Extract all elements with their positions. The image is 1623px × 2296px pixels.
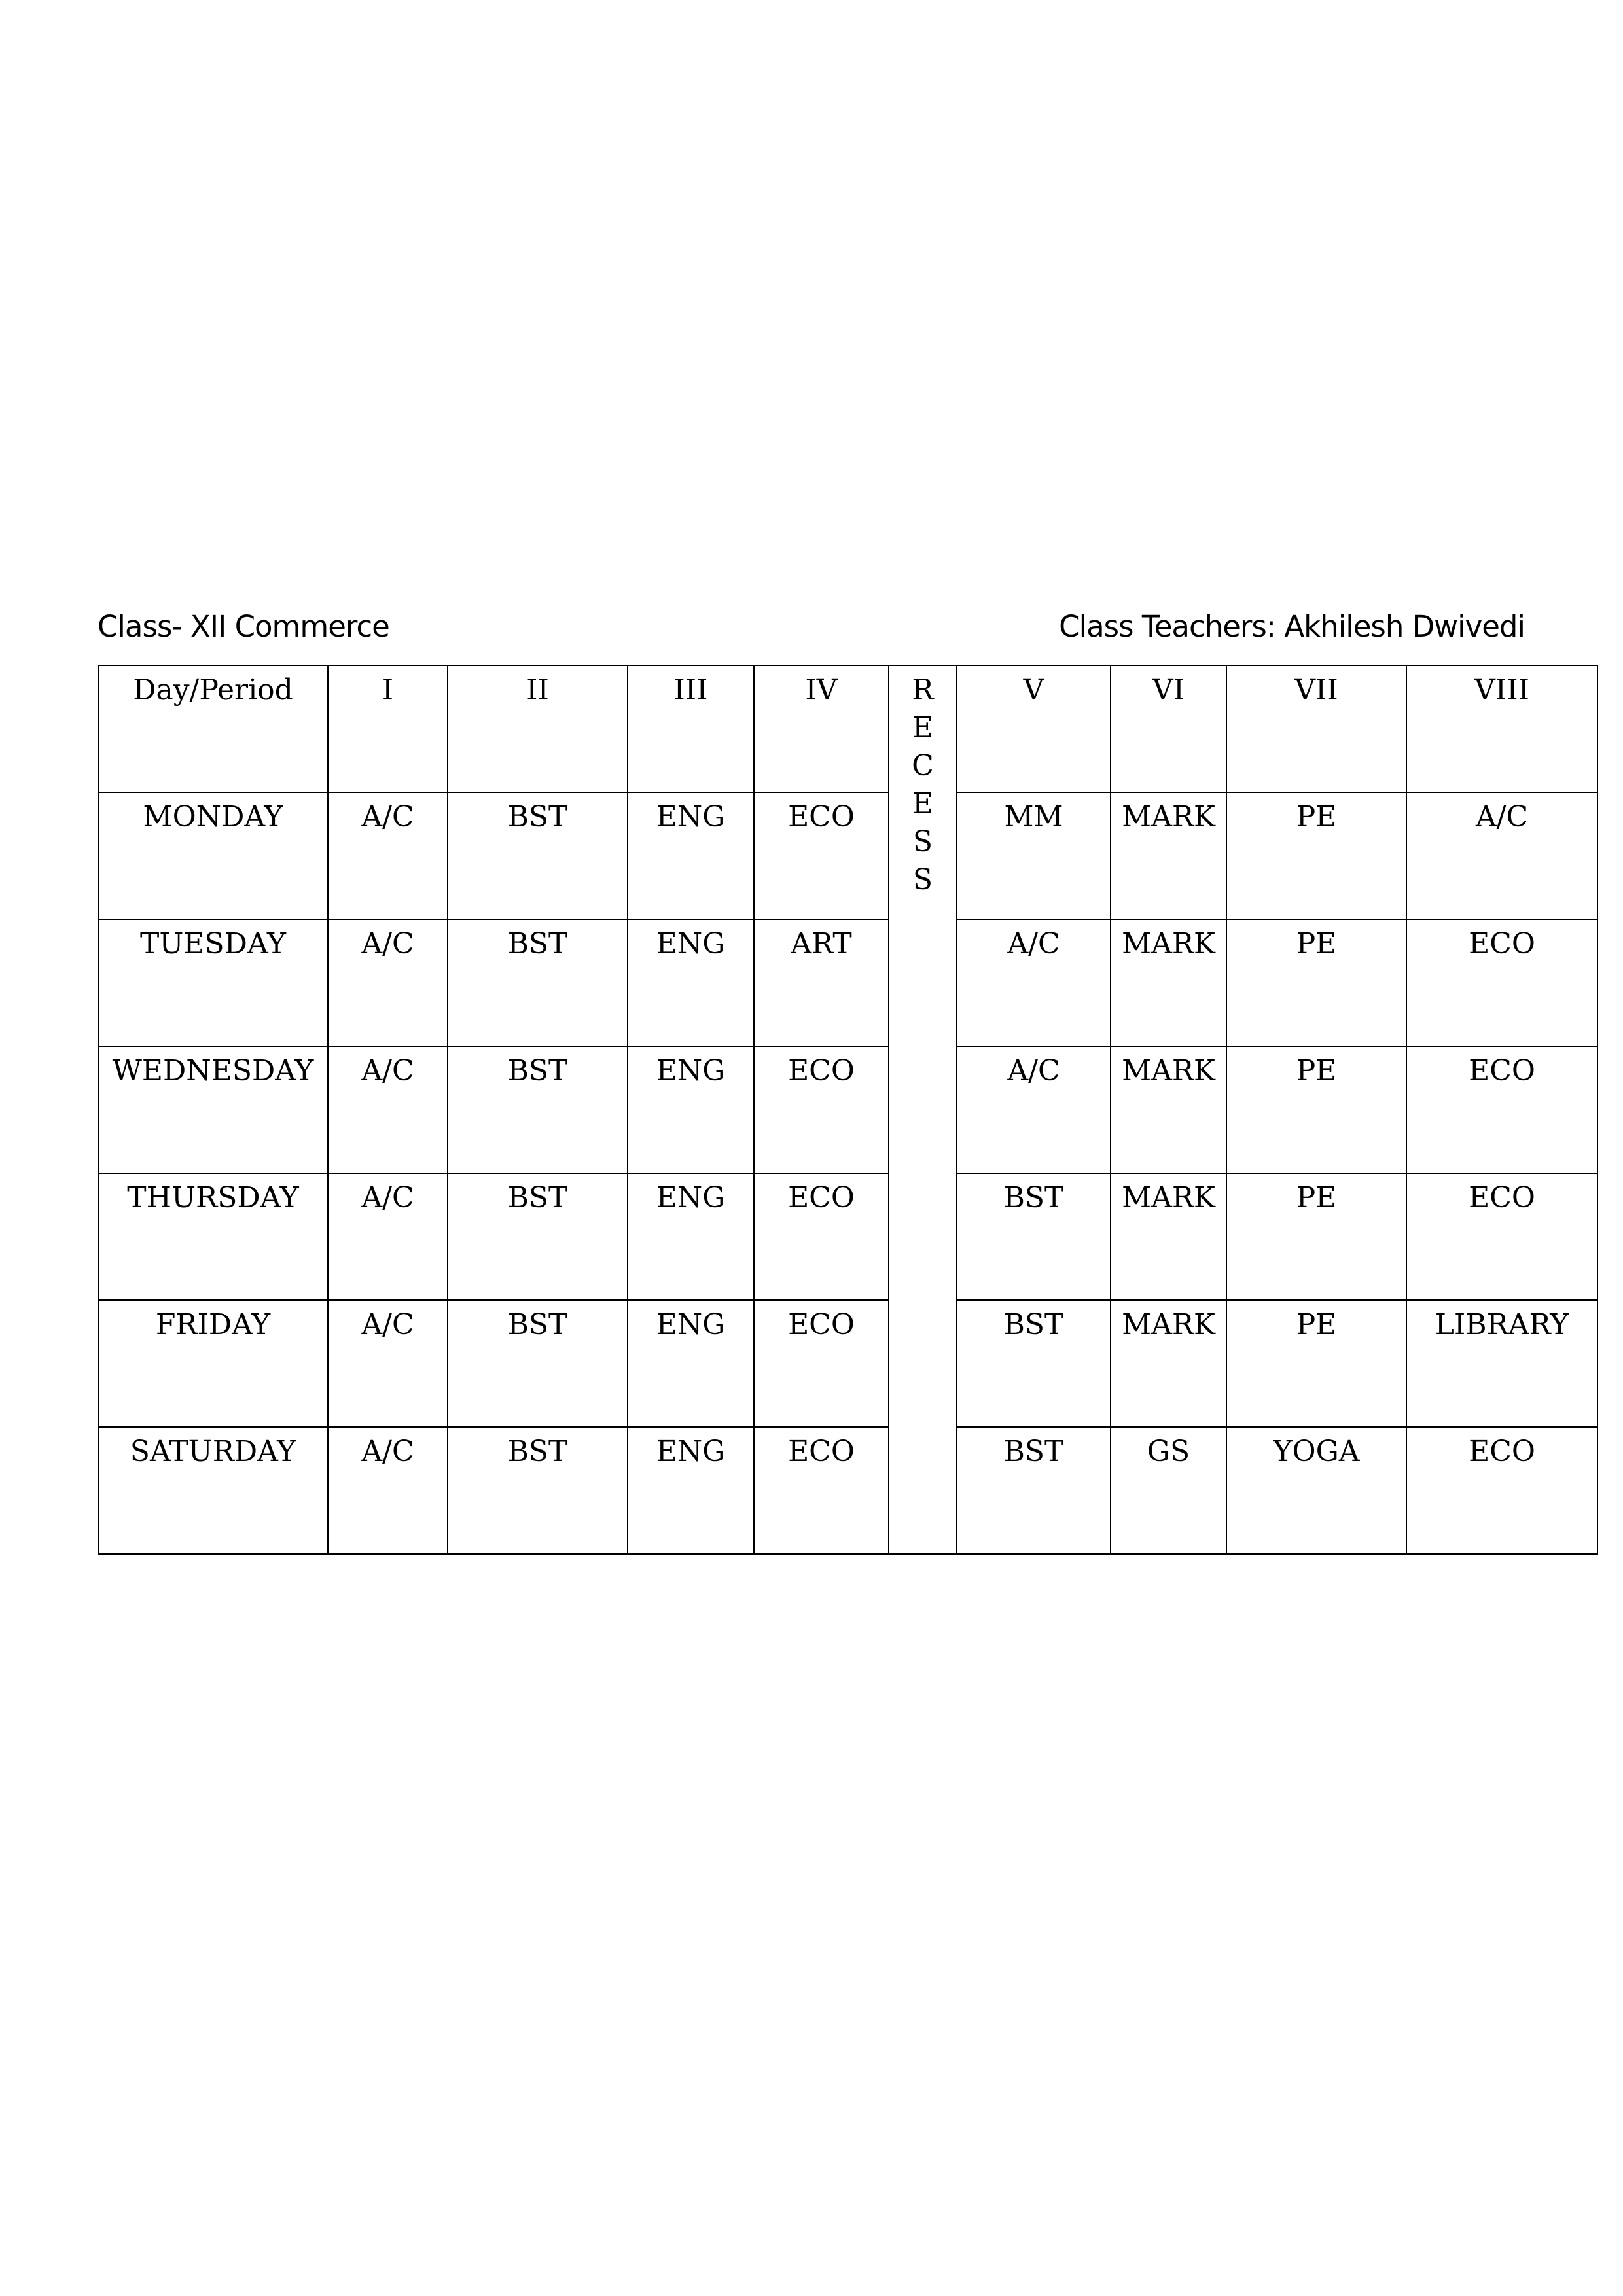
period-cell: MARK <box>1111 1046 1226 1173</box>
period-cell: A/C <box>328 1427 448 1554</box>
period-cell: LIBRARY <box>1406 1300 1597 1427</box>
column-header-period-4: IV <box>754 665 889 792</box>
period-cell: ECO <box>754 792 889 919</box>
period-cell: ECO <box>754 1046 889 1173</box>
period-cell: BST <box>448 1046 628 1173</box>
recess-letter: E <box>912 787 934 821</box>
recess-letter: C <box>912 749 934 783</box>
period-cell: ENG <box>628 919 754 1046</box>
column-header-period-1: I <box>328 665 448 792</box>
period-cell: PE <box>1226 1300 1406 1427</box>
table-row <box>98 1427 1597 1554</box>
period-cell: MARK <box>1111 1173 1226 1300</box>
period-cell: MARK <box>1111 792 1226 919</box>
class-teachers: Class Teachers: Akhilesh Dwivedi <box>1059 609 1525 644</box>
header-row <box>98 665 1597 792</box>
period-cell: BST <box>448 1427 628 1554</box>
recess-letter: S <box>912 863 933 896</box>
period-cell: MARK <box>1111 1300 1226 1427</box>
period-cell: ENG <box>628 1427 754 1554</box>
table-row <box>98 792 1597 919</box>
recess-letter: R <box>912 673 934 707</box>
period-cell: YOGA <box>1226 1427 1406 1554</box>
period-cell: A/C <box>957 1046 1111 1173</box>
table-row <box>98 1300 1597 1427</box>
period-cell: ECO <box>1406 1173 1597 1300</box>
day-cell: SATURDAY <box>98 1427 328 1554</box>
day-cell: MONDAY <box>98 792 328 919</box>
period-cell: A/C <box>328 1300 448 1427</box>
column-header-period-3: III <box>628 665 754 792</box>
period-cell: ENG <box>628 1173 754 1300</box>
day-cell: WEDNESDAY <box>98 1046 328 1173</box>
column-header-period-5: V <box>957 665 1111 792</box>
period-cell: ECO <box>1406 1046 1597 1173</box>
period-cell: GS <box>1111 1427 1226 1554</box>
period-cell: ECO <box>1406 1427 1597 1554</box>
period-cell: A/C <box>328 1173 448 1300</box>
period-cell: ART <box>754 919 889 1046</box>
day-cell: FRIDAY <box>98 1300 328 1427</box>
timetable <box>98 665 1598 1555</box>
period-cell: A/C <box>957 919 1111 1046</box>
period-cell: A/C <box>328 792 448 919</box>
period-cell: BST <box>448 1300 628 1427</box>
period-cell: ENG <box>628 1300 754 1427</box>
period-cell: PE <box>1226 1046 1406 1173</box>
period-cell: BST <box>448 1173 628 1300</box>
period-cell: ENG <box>628 1046 754 1173</box>
column-header-period-8: VIII <box>1406 665 1597 792</box>
day-cell: THURSDAY <box>98 1173 328 1300</box>
period-cell: ECO <box>754 1427 889 1554</box>
table-row <box>98 919 1597 1046</box>
period-cell: PE <box>1226 1173 1406 1300</box>
period-cell: A/C <box>1406 792 1597 919</box>
period-cell: BST <box>957 1173 1111 1300</box>
recess-letter: E <box>912 711 934 745</box>
class-title: Class- XII Commerce <box>98 609 389 644</box>
period-cell: PE <box>1226 792 1406 919</box>
period-cell: ENG <box>628 792 754 919</box>
column-header-day-period: Day/Period <box>98 665 328 792</box>
period-cell: BST <box>448 919 628 1046</box>
day-cell: TUESDAY <box>98 919 328 1046</box>
column-header-period-7: VII <box>1226 665 1406 792</box>
period-cell: MM <box>957 792 1111 919</box>
table-row <box>98 1173 1597 1300</box>
period-cell: ECO <box>754 1300 889 1427</box>
period-cell: BST <box>448 792 628 919</box>
column-header-period-6: VI <box>1111 665 1226 792</box>
period-cell: ECO <box>754 1173 889 1300</box>
period-cell: A/C <box>328 1046 448 1173</box>
period-cell: BST <box>957 1427 1111 1554</box>
column-header-period-2: II <box>448 665 628 792</box>
table-row <box>98 1046 1597 1173</box>
period-cell: ECO <box>1406 919 1597 1046</box>
period-cell: BST <box>957 1300 1111 1427</box>
period-cell: A/C <box>328 919 448 1046</box>
recess-letter: S <box>912 825 933 858</box>
period-cell: PE <box>1226 919 1406 1046</box>
period-cell: MARK <box>1111 919 1226 1046</box>
recess-column <box>889 665 957 1554</box>
